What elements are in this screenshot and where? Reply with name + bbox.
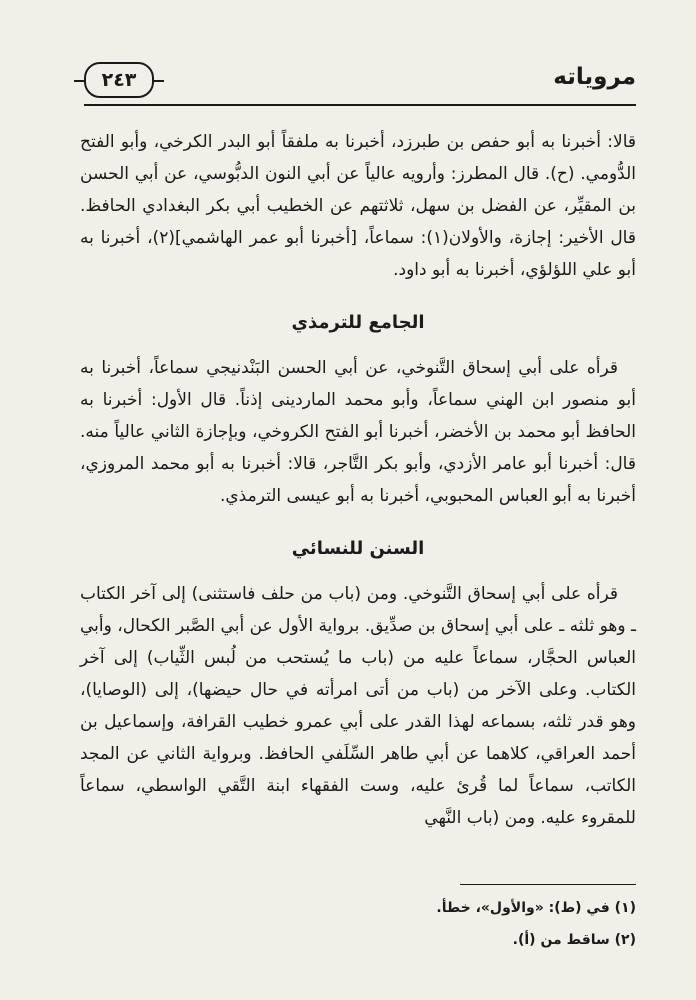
paragraph-tirmidhi: قرأه على أبي إسحاق التَّنوخي، عن أبي الحسن البَنْدنيجي سماعاً، أخبرنا به أبو منصور ابن الهني سماعاً، وأبو محمد الماردينى إذناً. قال الأول: أخبرنا به الحافظ أبو محمد بن الأخضر، أخبرنا أبو الفتح الكروخي، وبإجازة الثاني عالياً منه. قال: أخبرنا أبو عامر الأزدي، وأبو بكر التَّاجر، قالا: أخبرنا به أبو محمد المروزي، أخبرنا به أبو العباس المحبوبي، أخبرنا به أبو عيسى الترمذي. xyxy=(80,358,636,506)
page-header xyxy=(84,62,636,104)
running-title: مروياته xyxy=(553,64,636,90)
footnote-2: (٢) ساقط من (أ). xyxy=(512,932,636,948)
page-number: ٢٤٣ xyxy=(84,62,154,98)
section-heading-nasai: السنن للنسائي xyxy=(291,538,425,559)
paragraph: قالا: أخبرنا به أبو حفص بن طبرزد، أخبرنا به ملفقاً أبو البدر الكرخي، وأبو الفتح الدُّومي. (ح). قال المطرز: وأرويه عالياً عن أبي النون الدبُّوسي، عن أبي الحسن بن المقيِّر، عن الفضل بن سهل، ثلاثتهم عن الخطيب أبي بكر البغدادي الحافظ. قال الأخير: إجازة، والأولان(١): سماعاً، [أخبرنا أبو عمر الهاشمي](٢)، أخبرنا به أبو علي اللؤلؤي، أخبرنا به أبو داود. xyxy=(80,132,636,280)
footnotes xyxy=(76,892,636,956)
main-text xyxy=(80,126,636,834)
header-rule xyxy=(84,104,636,106)
footnote-1: (١) في (ط): «والأول»، خطأ. xyxy=(436,900,636,916)
footnote-rule xyxy=(460,884,636,885)
paragraph-nasai: قرأه على أبي إسحاق التَّنوخي. ومن (باب من حلف فاستثنى) إلى آخر الكتاب ـ وهو ثلثه ـ على أبي إسحاق بن صدِّيق. برواية الأول عن أبي الصَّبر الكحال، وأبي العباس الحجَّار، سماعاً عليه من (باب ما يُستحب من لُبس الثِّياب) إلى آخر الكتاب. وعلى الآخر من (باب من أتى امرأته في حال حيضها)، إلى (الوصايا)، وهو قدر ثلثه، بسماعه لهذا القدر على أبي عمرو خطيب القرافة، وإسماعيل بن أحمد العراقي، كلاهما عن أبي طاهر السِّلَفي الحافظ. وبرواية الثاني عن المجد الكاتب، سماعاً لما قُرئ عليه، وست الفقهاء ابنة التَّقي الواسطي، سماعاً للمقروء عليه. ومن (باب النَّهي xyxy=(80,584,636,828)
section-heading-tirmidhi: الجامع للترمذي xyxy=(291,312,425,333)
